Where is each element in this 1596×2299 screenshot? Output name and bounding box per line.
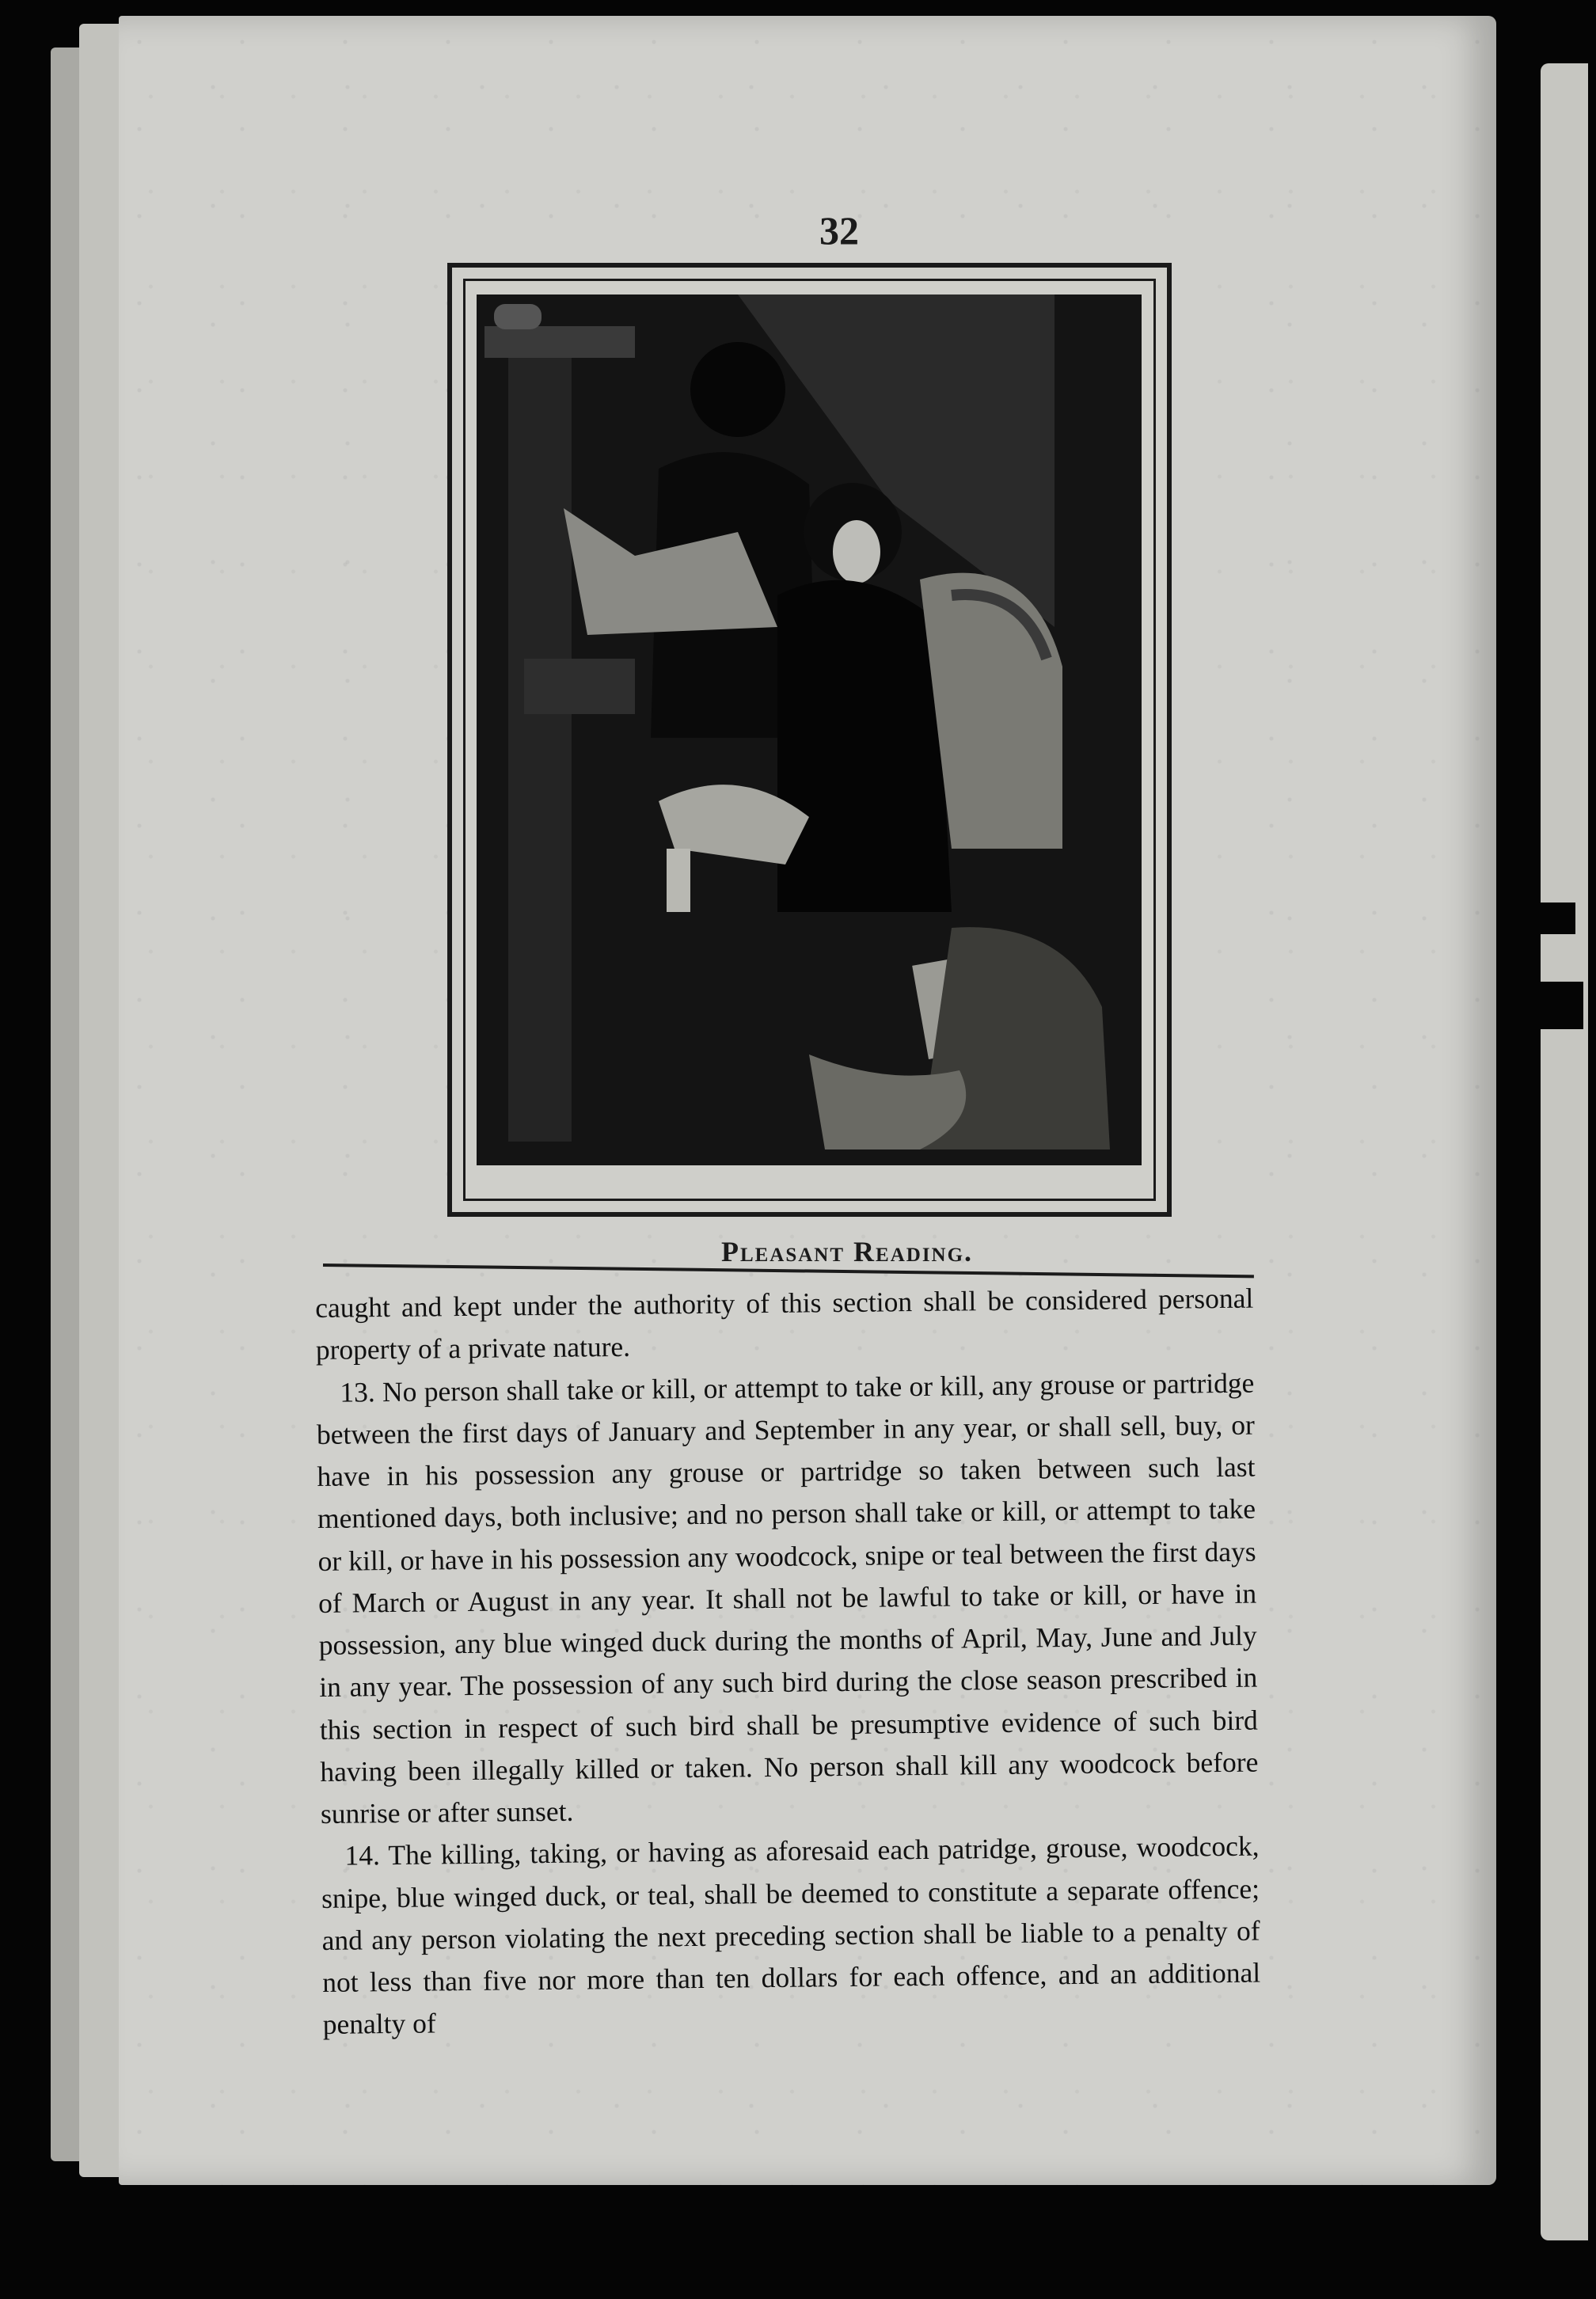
section-14-paragraph [321,1826,1261,2046]
engraving-illustration [477,294,1142,1165]
section-number: 13. [340,1375,375,1408]
engraving-image [477,294,1142,1165]
page-tear [1528,902,1575,934]
section-number: 14. [344,1839,381,1872]
page-number: 32 [819,208,859,253]
section-13-paragraph [316,1362,1259,1835]
opening-paragraph: caught and kept under the authority of this section shall be considered personal property of a private nature. [315,1282,1254,1366]
body-text [315,1278,1261,2046]
page-tear [1528,982,1583,1029]
facing-page-edge [1541,63,1588,2240]
illustration-caption: Pleasant Reading. [720,1236,974,1267]
section-text: No person shall take or kill, or attempt to take or kill, any grouse or partridge between the first days of January and September in any year, or shall sell, buy, or have in his possession any grouse or partridge so taken between such last mentioned days, both inclusive; and no person shall take or kill, or attempt to take or kill, or have in his possession any woodcock, snipe or teal between the first days of March or August in any year. It shall not be lawful to take or kill, or have in possession, any blue winged duck during the months of April, May, June and July in any year. The possession of any such bird during the close season prescribed in this section in respect of such bird shall be presumptive evidence of such bird having been illegally killed or taken. No person shall kill any woodcock before sunrise or after sunset. [316,1366,1259,1830]
section-text: The killing, taking, or having as aforesaid each patridge, grouse, woodcock, snipe, blue winged duck, or teal, shall be deemed to constitute a separate offence; and any person violating the next preceding section shall be liable to a penalty of not less than five nor more than ten dollars for each offence, and an additional penalty of [321,1830,1261,2041]
